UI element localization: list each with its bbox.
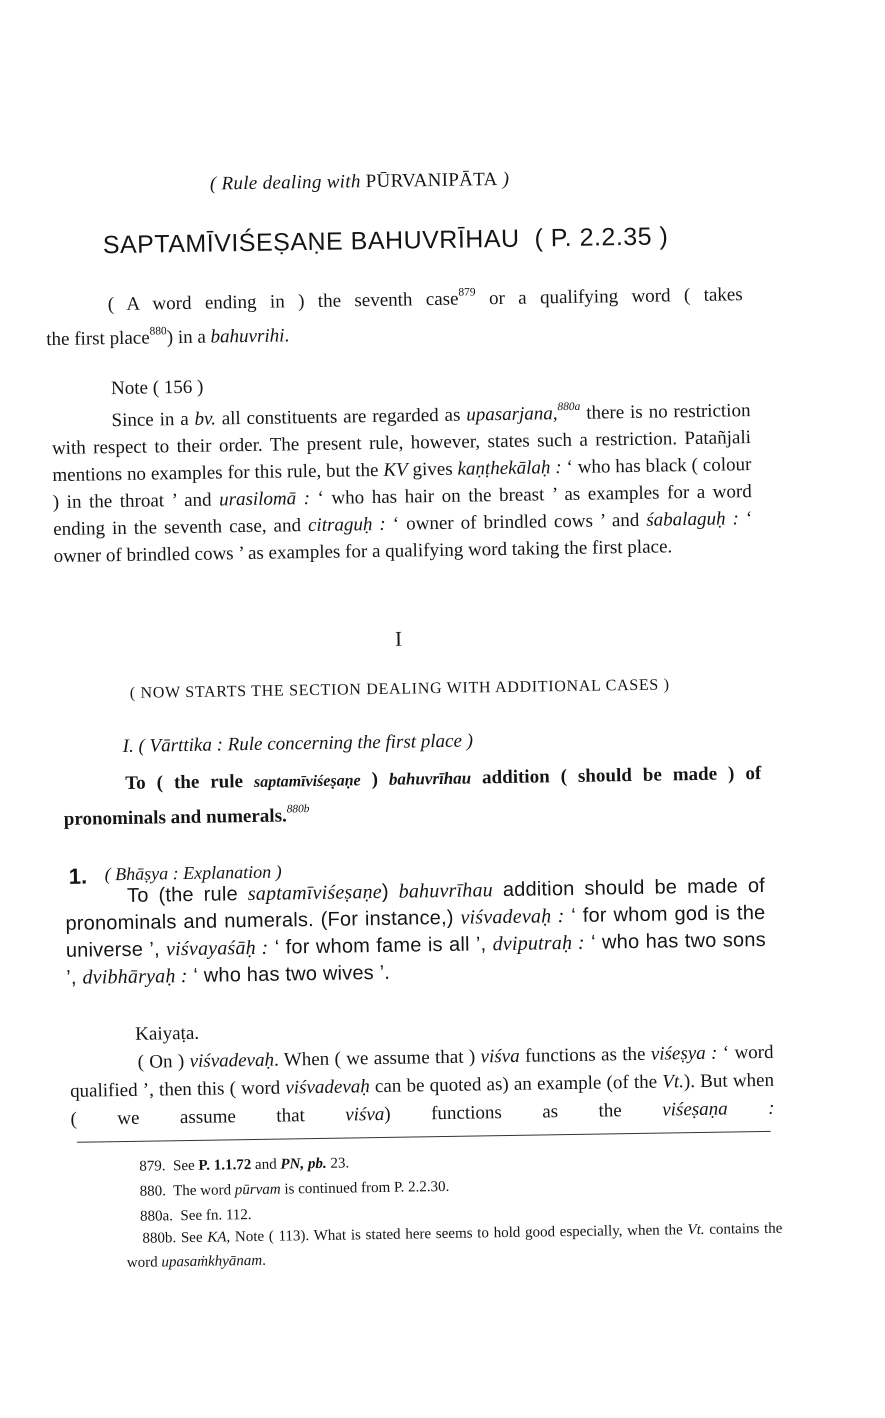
bhasya-label: ( Bhāṣya : Explanation ) (104, 861, 282, 885)
footnote-879: 879. See P. 1.1.72 and PN, pb. 23. (139, 1155, 350, 1175)
footnote-ref-880a: 880a (557, 400, 581, 414)
varttika-text: To ( the rule saptamīviśeṣaṇe ) bahuvrīhau addition ( should be made ) of pronominals and numerals.$^{880b}$ (63, 762, 762, 830)
footnote-880: 880. The word pūrvam is continued from P. 2.2.30. (139, 1178, 450, 1200)
rule-label: ( Rule dealing with PŪRVANIPĀTA ) (209, 168, 510, 195)
footnote-ref-879: 879 (458, 286, 476, 299)
sutra-reference: ( P. 2.2.35 ) (534, 222, 669, 253)
rule-translation: ( A word ending in ) the seventh case$^{879}$ or a qualifying word ( takes the first place$^{880}$) in a bahuvrihi. (46, 284, 743, 351)
footnote-880b: 880b. See KA, Note ( 113). What is stated here seems to hold good especially, when the Vt. contains the word upasaṁkhyānam. (126, 1220, 783, 1271)
kaiyata-body: ( On ) viśvadevaḥ. When ( we assume that ) viśva functions as the viśeṣya : ‘ word qualified ’, then this ( word viśvadevaḥ can be quoted as) an example (of the Vt.). But when ( we assume that viśva) functions as the viśeṣaṇa : (69, 1041, 775, 1130)
sutra-name: SAPTAMĪVIŚEṢAṆE BAHUVRĪHAU (102, 224, 520, 260)
section-numeral: I (394, 626, 403, 651)
bhasya-number: 1. (68, 863, 88, 889)
note-body: Since in a bv. all constituents are regarded as upasarjana,$^{880a}$ there is no restriction with respect to their order. The present rule, however, states such a restriction. Patañjali mentions no examples for this rule, but the KV gives kaṇṭhekālaḥ : ‘ who has black ( colour ) in the throat ’ and urasilomā : ‘ who has hair on the breast ’ as examples for a word ending in the seventh case, and citraguḥ : ‘ owner of brindled cows ’ and śabalaguḥ : ‘ owner of brindled cows ’ as examples for a qualifying word taking the first place. (51, 400, 753, 568)
footnote-divider (77, 1131, 771, 1143)
rule-label-term: PŪRVANIPĀTA (365, 169, 498, 193)
kaiyata-heading: Kaiyaṭa. (135, 1022, 200, 1045)
footnote-ref-880b: 880b (286, 803, 310, 816)
varttika-label: I. ( Vārttika : Rule concerning the first place ) (122, 730, 474, 757)
rule-heading (103, 222, 669, 260)
note-heading: Note ( 156 ) (110, 376, 204, 400)
section-heading: ( NOW STARTS THE SECTION DEALING WITH ADDITIONAL CASES ) (129, 676, 670, 702)
footnote-ref-880: 880 (149, 325, 167, 338)
bhasya-body: To (the rule saptamīviśeṣaṇe) bahuvrīhau addition should be made of pronominals and numerals. (For instance,) viśvadevaḥ : ‘ for whom god is the universe ’, viśvayaśāḥ : ‘ for whom fame is all ’, dviputraḥ : ‘ who has two sons ’, dvibhāryaḥ : ‘ who has two wives ’. (65, 874, 766, 989)
footnote-880a: 880a. See fn. 112. (139, 1207, 252, 1225)
